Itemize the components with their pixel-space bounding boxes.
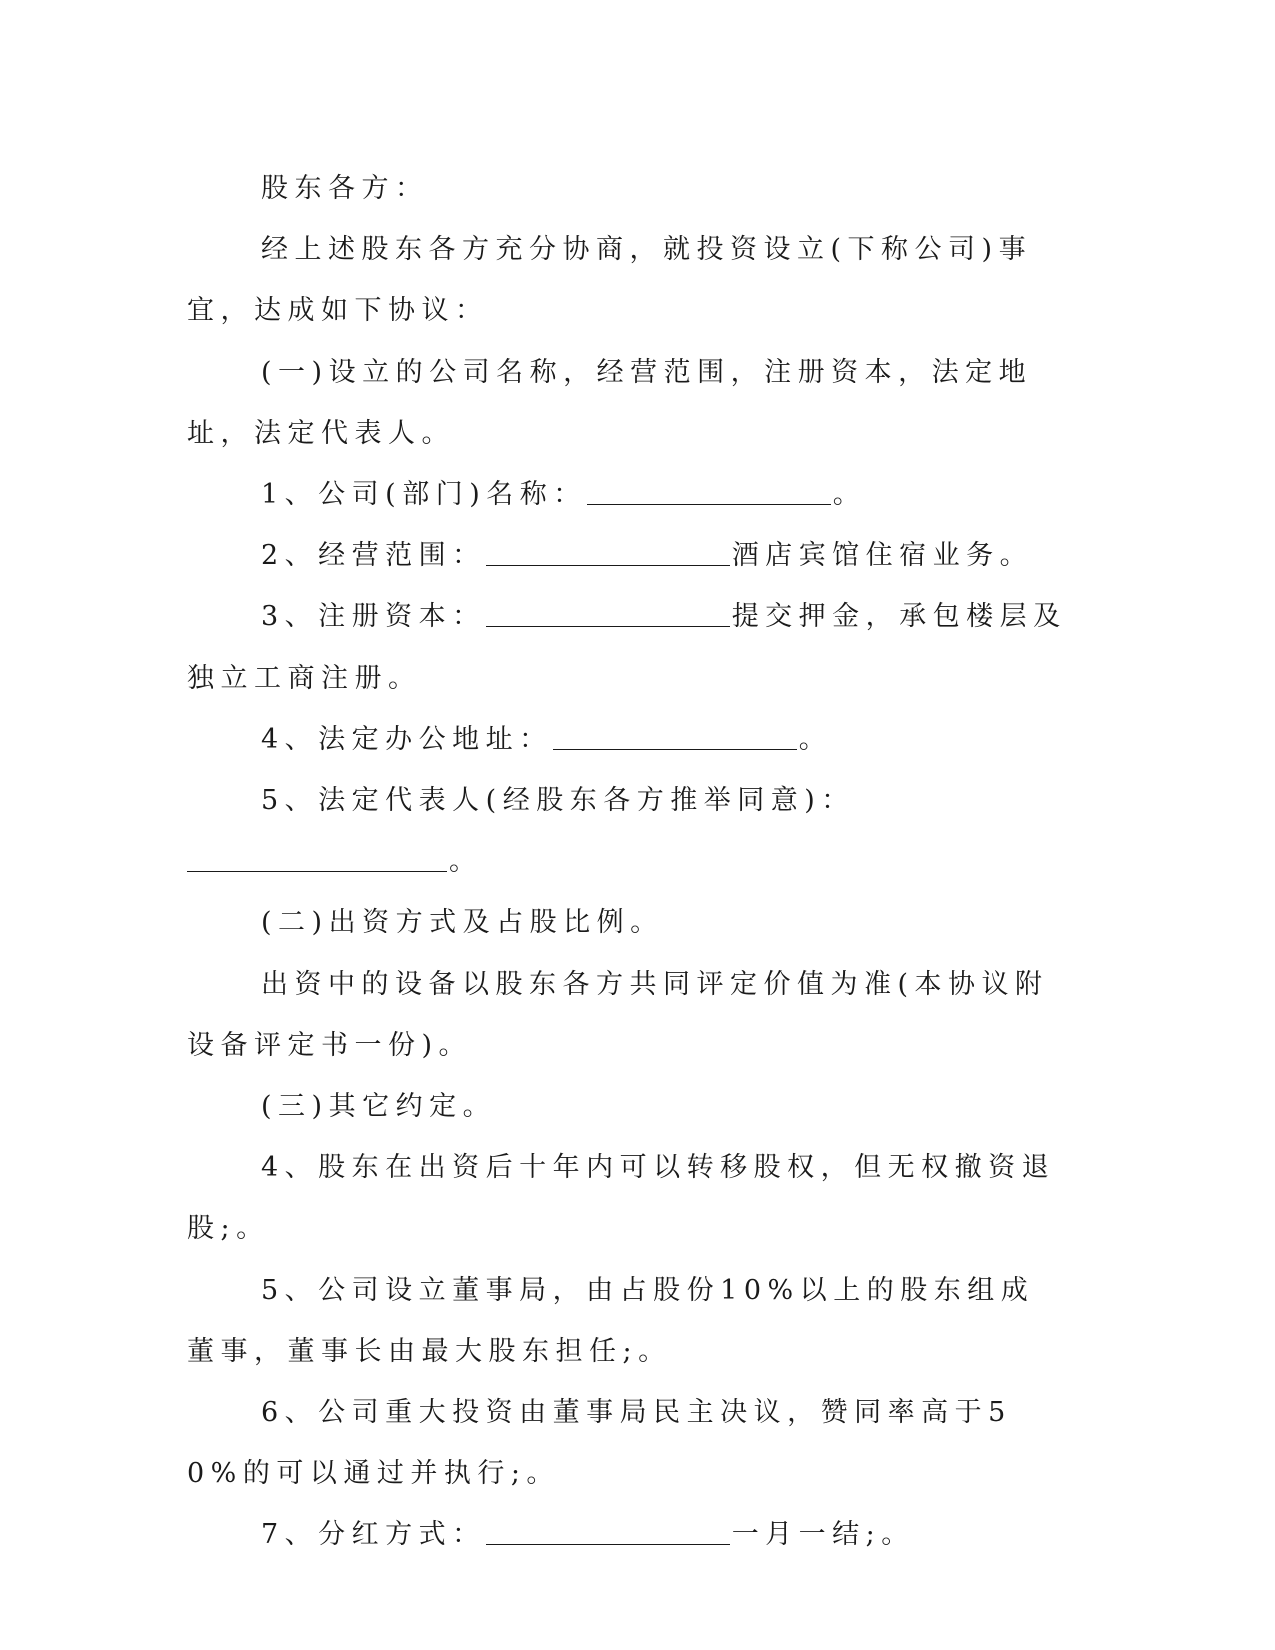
clause-label: 3、注册资本： [261, 601, 486, 633]
section-2-heading: (二)出资方式及占股比例。 [261, 907, 664, 939]
clause-suffix: 。 [798, 723, 833, 755]
fill-in-blank [587, 478, 831, 505]
greeting: 股东各方： [261, 173, 429, 204]
clause-business-scope [187, 525, 1067, 586]
fill-in-blank [553, 723, 797, 750]
section-1-heading: (一)设立的公司名称，经营范围，注册资本，法定地址，法定代表人。 [187, 356, 1033, 449]
clause-office-address [187, 709, 1067, 770]
clause-registered-capital [187, 586, 1067, 708]
clause-share-transfer: 4、股东在出资后十年内可以转移股权，但无权撤资退股;。 [187, 1152, 1056, 1245]
section-3-heading: (三)其它约定。 [261, 1091, 497, 1123]
clause-board: 5、公司设立董事局，由占股份10%以上的股东组成董事，董事长由最大股东担任;。 [187, 1274, 1035, 1367]
clause-suffix: 一月一结;。 [731, 1519, 915, 1551]
clause-dividend [187, 1504, 1067, 1565]
clause-major-investment: 6、公司重大投资由董事局民主决议，赞同率高于50%的可以通过并执行;。 [187, 1397, 1012, 1490]
clause-legal-representative [187, 770, 1067, 892]
clause-label: 4、法定办公地址： [261, 723, 553, 755]
document-body [187, 158, 1067, 1566]
clause-label: 2、经营范围： [261, 540, 486, 572]
fill-in-blank [187, 845, 447, 872]
clause-label: 1、公司(部门)名称： [261, 479, 587, 511]
fill-in-blank [486, 1518, 730, 1545]
clause-suffix: 。 [832, 479, 867, 511]
clause-suffix: 酒店宾馆住宿业务。 [731, 540, 1034, 572]
fill-in-blank [486, 600, 730, 627]
clause-label: 5、法定代表人(经股东各方推举同意)： [261, 785, 855, 817]
fill-in-blank [486, 539, 730, 566]
clause-suffix: 提交押金，承包楼层及独立工商注册。 [187, 601, 1067, 694]
clause-suffix: 。 [449, 846, 483, 878]
clause-company-name [187, 464, 1067, 525]
section-2-text: 出资中的设备以股东各方共同评定价值为准(本协议附设备评定书一份)。 [187, 968, 1049, 1061]
clause-label: 7、分红方式： [261, 1519, 486, 1551]
intro-paragraph: 经上述股东各方充分协商，就投资设立(下称公司)事宜，达成如下协议： [187, 234, 1033, 327]
